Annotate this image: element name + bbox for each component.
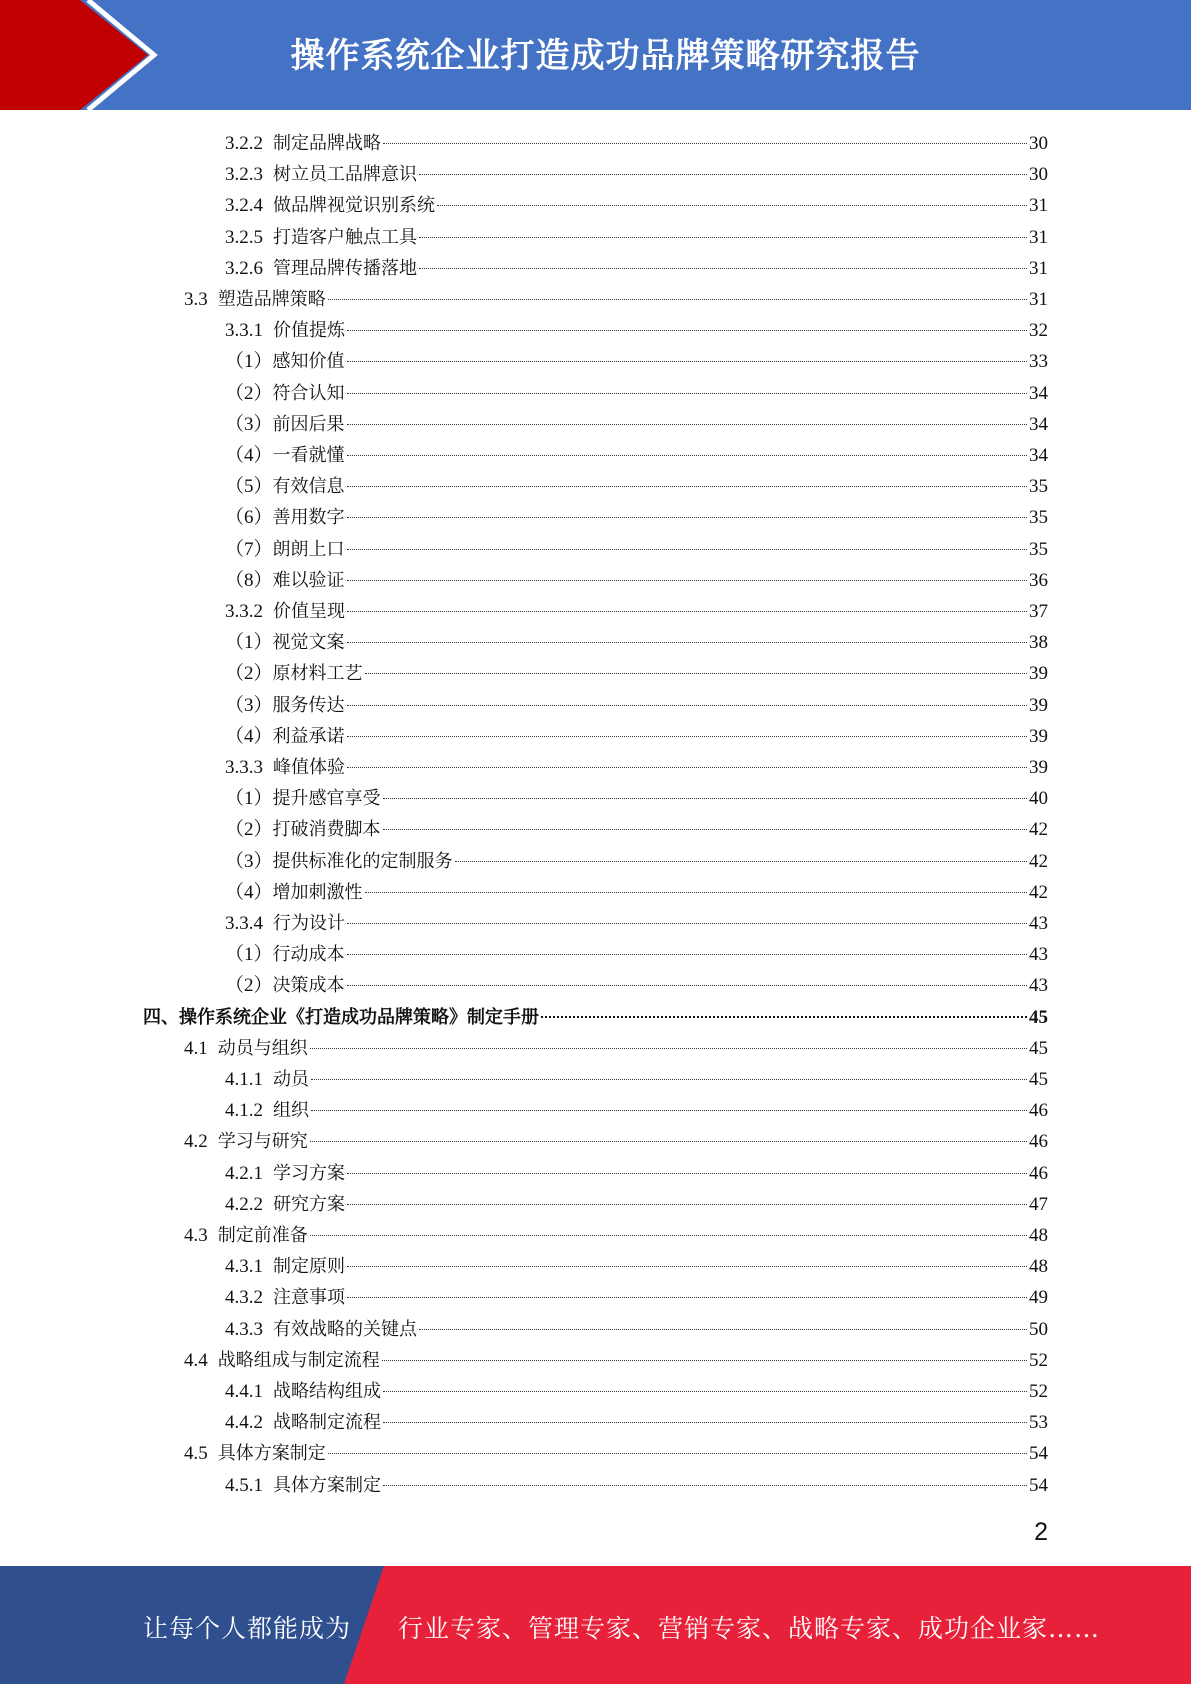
toc-entry[interactable] <box>184 1126 1048 1157</box>
toc-entry-title: 树立员工品牌意识 <box>273 164 417 185</box>
toc-entry-title: 服务传达 <box>272 695 345 716</box>
toc-dot-leader <box>347 517 1027 518</box>
toc-entry[interactable] <box>225 752 1048 783</box>
toc-dot-leader <box>347 1266 1027 1267</box>
toc-entry-number: 3.3.2 <box>225 601 263 622</box>
toc-entry[interactable] <box>184 1033 1048 1064</box>
toc-entry-title: 原材料工艺 <box>272 663 363 684</box>
toc-entry[interactable] <box>225 1470 1048 1501</box>
toc-entry[interactable] <box>225 409 1048 440</box>
toc-entry[interactable] <box>225 1314 1048 1345</box>
toc-entry-title: 动员与组织 <box>217 1038 308 1059</box>
toc-entry-page: 33 <box>1029 351 1048 372</box>
toc-entry-title: 四、操作系统企业《打造成功品牌策略》制定手册 <box>143 1007 539 1028</box>
toc-entry[interactable] <box>225 346 1048 377</box>
toc-entry-page: 43 <box>1029 975 1048 996</box>
toc-entry-title: 动员 <box>273 1069 309 1090</box>
toc-entry-page: 45 <box>1029 1038 1048 1059</box>
toc-entry-page: 46 <box>1029 1100 1048 1121</box>
toc-entry[interactable] <box>184 1345 1048 1376</box>
toc-entry[interactable] <box>225 471 1048 502</box>
toc-entry[interactable] <box>225 222 1048 253</box>
toc-entry-number: 4.3.1 <box>225 1256 263 1277</box>
toc-entry-page: 30 <box>1029 133 1048 154</box>
toc-entry[interactable] <box>225 970 1048 1001</box>
toc-dot-leader <box>419 268 1027 269</box>
toc-entry-title: 具体方案制定 <box>273 1475 381 1496</box>
toc-entry-title: 战略制定流程 <box>273 1412 381 1433</box>
toc-entry-title: 一看就懂 <box>272 445 345 466</box>
toc-dot-leader <box>347 985 1027 986</box>
toc-entry[interactable] <box>143 1002 1048 1033</box>
toc-entry-title: 有效信息 <box>272 476 345 497</box>
toc-dot-leader <box>365 892 1027 893</box>
toc-entry-page: 35 <box>1029 507 1048 528</box>
toc-dot-leader <box>347 954 1027 955</box>
toc-entry-title: 感知价值 <box>272 351 345 372</box>
toc-entry-number: 4.5 <box>184 1443 208 1464</box>
toc-entry-page: 39 <box>1029 757 1048 778</box>
toc-dot-leader <box>347 393 1027 394</box>
toc-dot-leader <box>541 1016 1027 1018</box>
toc-dot-leader <box>383 1485 1027 1486</box>
toc-entry-number: （5） <box>225 476 273 497</box>
toc-entry-page: 43 <box>1029 944 1048 965</box>
toc-entry[interactable] <box>225 721 1048 752</box>
toc-entry-page: 39 <box>1029 695 1048 716</box>
toc-dot-leader <box>347 1173 1027 1174</box>
toc-entry-page: 37 <box>1029 601 1048 622</box>
toc-entry-number: （3） <box>225 414 273 435</box>
toc-entry-number: 4.3.3 <box>225 1319 263 1340</box>
toc-entry-title: 研究方案 <box>273 1194 345 1215</box>
footer-banner <box>0 1566 1191 1684</box>
toc-entry-number: 4.1.2 <box>225 1100 263 1121</box>
toc-entry-page: 34 <box>1029 414 1048 435</box>
toc-entry-number: （4） <box>225 726 273 747</box>
toc-entry-page: 42 <box>1029 851 1048 872</box>
toc-entry-title: 战略结构组成 <box>273 1381 381 1402</box>
toc-entry-number: （3） <box>225 695 273 716</box>
toc-entry[interactable] <box>225 315 1048 346</box>
toc-entry-title: 利益承诺 <box>272 726 345 747</box>
toc-entry-title: 打破消费脚本 <box>272 819 381 840</box>
toc-dot-leader <box>455 861 1027 862</box>
toc-dot-leader <box>311 1110 1027 1111</box>
toc-entry-number: （4） <box>225 445 273 466</box>
toc-entry[interactable] <box>225 534 1048 565</box>
toc-entry-title: 制定前准备 <box>217 1225 308 1246</box>
toc-dot-leader <box>383 829 1027 830</box>
toc-entry[interactable] <box>225 908 1048 939</box>
page-number: 2 <box>1034 1518 1048 1546</box>
toc-entry[interactable] <box>225 783 1048 814</box>
toc-dot-leader <box>347 486 1027 487</box>
toc-dot-leader <box>383 798 1027 799</box>
toc-entry-number: （3） <box>225 851 273 872</box>
toc-entry-number: 3.2.2 <box>225 133 263 154</box>
toc-entry-number: 4.2.2 <box>225 1194 263 1215</box>
toc-entry[interactable] <box>225 1064 1048 1095</box>
toc-entry-title: 组织 <box>273 1100 309 1121</box>
toc-entry-number: 4.5.1 <box>225 1475 263 1496</box>
toc-entry-title: 提供标准化的定制服务 <box>272 851 453 872</box>
toc-entry[interactable] <box>225 128 1048 159</box>
toc-entry-title: 有效战略的关键点 <box>273 1319 417 1340</box>
report-title: 操作系统企业打造成功品牌策略研究报告 <box>290 36 921 76</box>
toc-entry[interactable] <box>225 1407 1048 1438</box>
toc-dot-leader <box>383 143 1027 144</box>
toc-entry[interactable] <box>225 814 1048 845</box>
toc-entry[interactable] <box>225 846 1048 877</box>
toc-entry[interactable] <box>225 565 1048 596</box>
toc-entry-title: 具体方案制定 <box>217 1443 326 1464</box>
toc-dot-leader <box>347 549 1027 550</box>
toc-entry-page: 38 <box>1029 632 1048 653</box>
toc-dot-leader <box>347 736 1027 737</box>
toc-entry-page: 31 <box>1029 195 1048 216</box>
toc-entry-number: （2） <box>225 819 273 840</box>
toc-entry-number: （7） <box>225 539 273 560</box>
toc-entry[interactable] <box>225 253 1048 284</box>
toc-dot-leader <box>347 642 1027 643</box>
toc-entry-number: 4.1 <box>184 1038 208 1059</box>
toc-entry-number: 3.3.3 <box>225 757 263 778</box>
toc-entry-number: 3.3.4 <box>225 913 263 934</box>
toc-entry[interactable] <box>225 1282 1048 1313</box>
toc-entry-title: 符合认知 <box>272 383 345 404</box>
toc-entry-title: 价值呈现 <box>273 601 345 622</box>
toc-entry[interactable] <box>184 1438 1048 1469</box>
toc-entry[interactable] <box>225 190 1048 221</box>
toc-entry-page: 31 <box>1029 227 1048 248</box>
toc-entry[interactable] <box>225 159 1048 190</box>
toc-entry-page: 54 <box>1029 1475 1048 1496</box>
toc-entry-title: 制定品牌战略 <box>273 133 381 154</box>
toc-entry[interactable] <box>225 690 1048 721</box>
toc-dot-leader <box>347 705 1027 706</box>
toc-dot-leader <box>419 237 1027 238</box>
toc-entry-number: （2） <box>225 975 273 996</box>
toc-dot-leader <box>347 1204 1027 1205</box>
toc-entry-title: 视觉文案 <box>272 632 345 653</box>
toc-entry-page: 40 <box>1029 788 1048 809</box>
toc-dot-leader <box>383 1391 1027 1392</box>
toc-dot-leader <box>328 299 1027 300</box>
toc-dot-leader <box>347 611 1027 612</box>
toc-entry-number: 4.2 <box>184 1131 208 1152</box>
toc-entry-page: 43 <box>1029 913 1048 934</box>
toc-entry-number: 3.3 <box>184 289 208 310</box>
toc-entry-number: 4.4 <box>184 1350 208 1371</box>
toc-entry-page: 45 <box>1029 1069 1048 1090</box>
toc-entry-page: 30 <box>1029 164 1048 185</box>
toc-entry-page: 48 <box>1029 1225 1048 1246</box>
toc-dot-leader <box>347 455 1027 456</box>
toc-entry-page: 50 <box>1029 1319 1048 1340</box>
toc-entry[interactable] <box>225 596 1048 627</box>
toc-entry-page: 53 <box>1029 1412 1048 1433</box>
toc-entry-title: 行为设计 <box>273 913 345 934</box>
toc-dot-leader <box>419 1329 1027 1330</box>
toc-entry-title: 注意事项 <box>273 1287 345 1308</box>
toc-dot-leader <box>347 580 1027 581</box>
toc-entry-number: （1） <box>225 944 273 965</box>
toc-entry-number: 4.3 <box>184 1225 208 1246</box>
toc-entry-number: （2） <box>225 383 273 404</box>
toc-dot-leader <box>347 923 1027 924</box>
toc-entry-page: 39 <box>1029 726 1048 747</box>
toc-entry-page: 36 <box>1029 570 1048 591</box>
toc-dot-leader <box>347 1297 1027 1298</box>
toc-dot-leader <box>328 1453 1027 1454</box>
toc-entry-number: 4.2.1 <box>225 1163 263 1184</box>
toc-entry[interactable] <box>225 1376 1048 1407</box>
toc-entry-title: 制定原则 <box>273 1256 345 1277</box>
toc-entry-title: 峰值体验 <box>273 757 345 778</box>
toc-entry-page: 49 <box>1029 1287 1048 1308</box>
toc-entry-number: （6） <box>225 507 273 528</box>
toc-entry-number: 4.1.1 <box>225 1069 263 1090</box>
toc-entry-page: 35 <box>1029 476 1048 497</box>
toc-entry-page: 39 <box>1029 663 1048 684</box>
toc-entry-title: 决策成本 <box>272 975 345 996</box>
toc-entry-page: 52 <box>1029 1381 1048 1402</box>
toc-entry-page: 54 <box>1029 1443 1048 1464</box>
toc-dot-leader <box>365 673 1027 674</box>
toc-entry-number: （4） <box>225 882 273 903</box>
toc-dot-leader <box>437 205 1027 206</box>
toc-dot-leader <box>310 1141 1027 1142</box>
toc-dot-leader <box>310 1235 1027 1236</box>
toc-entry-title: 学习与研究 <box>217 1131 308 1152</box>
toc-entry-page: 32 <box>1029 320 1048 341</box>
toc-entry-number: （2） <box>225 663 273 684</box>
toc-entry-page: 47 <box>1029 1194 1048 1215</box>
toc-entry[interactable] <box>225 502 1048 533</box>
toc-entry[interactable] <box>225 1251 1048 1282</box>
toc-dot-leader <box>347 424 1027 425</box>
toc-entry-title: 善用数字 <box>272 507 345 528</box>
toc-entry[interactable] <box>225 1158 1048 1189</box>
toc-entry[interactable] <box>225 658 1048 689</box>
toc-dot-leader <box>347 330 1027 331</box>
footer-slogan-left: 让每个人都能成为 <box>143 1614 352 1643</box>
toc-entry-page: 34 <box>1029 383 1048 404</box>
toc-entry-page: 35 <box>1029 539 1048 560</box>
toc-dot-leader <box>382 1360 1027 1361</box>
toc-entry-number: 4.3.2 <box>225 1287 263 1308</box>
toc-dot-leader <box>311 1079 1027 1080</box>
toc-entry[interactable] <box>225 378 1048 409</box>
toc-dot-leader <box>383 1422 1027 1423</box>
toc-entry-number: 4.4.1 <box>225 1381 263 1402</box>
toc-entry[interactable] <box>225 627 1048 658</box>
toc-entry-title: 朗朗上口 <box>272 539 345 560</box>
toc-entry-title: 打造客户触点工具 <box>273 227 417 248</box>
toc-entry-number: （8） <box>225 570 273 591</box>
header-bar <box>0 0 1191 110</box>
toc-entry-title: 价值提炼 <box>273 320 345 341</box>
toc-entry-title: 做品牌视觉识别系统 <box>273 195 435 216</box>
toc-entry[interactable] <box>184 284 1048 315</box>
toc-entry-number: 3.2.3 <box>225 164 263 185</box>
toc-entry-page: 31 <box>1029 289 1048 310</box>
toc-entry[interactable] <box>225 1189 1048 1220</box>
toc-entry-title: 管理品牌传播落地 <box>273 258 417 279</box>
toc-entry-title: 学习方案 <box>273 1163 345 1184</box>
toc-entry-number: （1） <box>225 351 273 372</box>
toc-dot-leader <box>419 174 1027 175</box>
footer-slogan-right: 行业专家、管理专家、营销专家、战略专家、成功企业家…… <box>398 1614 1101 1643</box>
toc-entry-number: （1） <box>225 632 273 653</box>
toc-entry-page: 45 <box>1029 1007 1048 1028</box>
toc-entry-title: 难以验证 <box>272 570 345 591</box>
toc-dot-leader <box>347 767 1027 768</box>
toc-entry-page: 46 <box>1029 1131 1048 1152</box>
toc-entry-title: 行动成本 <box>272 944 345 965</box>
toc-entry[interactable] <box>225 939 1048 970</box>
toc-entry[interactable] <box>225 1095 1048 1126</box>
toc-entry[interactable] <box>184 1220 1048 1251</box>
toc-entry-page: 46 <box>1029 1163 1048 1184</box>
toc-entry-page: 42 <box>1029 882 1048 903</box>
toc-entry-title: 塑造品牌策略 <box>217 289 326 310</box>
toc-entry-number: 3.2.4 <box>225 195 263 216</box>
toc-entry-page: 52 <box>1029 1350 1048 1371</box>
toc-entry-page: 31 <box>1029 258 1048 279</box>
toc-entry[interactable] <box>225 877 1048 908</box>
toc-entry-page: 42 <box>1029 819 1048 840</box>
toc-entry-number: 3.3.1 <box>225 320 263 341</box>
toc-entry-title: 提升感官享受 <box>272 788 381 809</box>
toc-entry[interactable] <box>225 440 1048 471</box>
toc-entry-number: 3.2.6 <box>225 258 263 279</box>
toc-entry-page: 48 <box>1029 1256 1048 1277</box>
toc-entry-number: 4.4.2 <box>225 1412 263 1433</box>
toc-dot-leader <box>347 361 1027 362</box>
toc-dot-leader <box>310 1048 1027 1049</box>
toc-entry-title: 增加刺激性 <box>272 882 363 903</box>
toc-entry-number: （1） <box>225 788 273 809</box>
toc-entry-title: 战略组成与制定流程 <box>217 1350 380 1371</box>
toc-entry-title: 前因后果 <box>272 414 345 435</box>
toc-entry-number: 3.2.5 <box>225 227 263 248</box>
toc-entry-page: 34 <box>1029 445 1048 466</box>
